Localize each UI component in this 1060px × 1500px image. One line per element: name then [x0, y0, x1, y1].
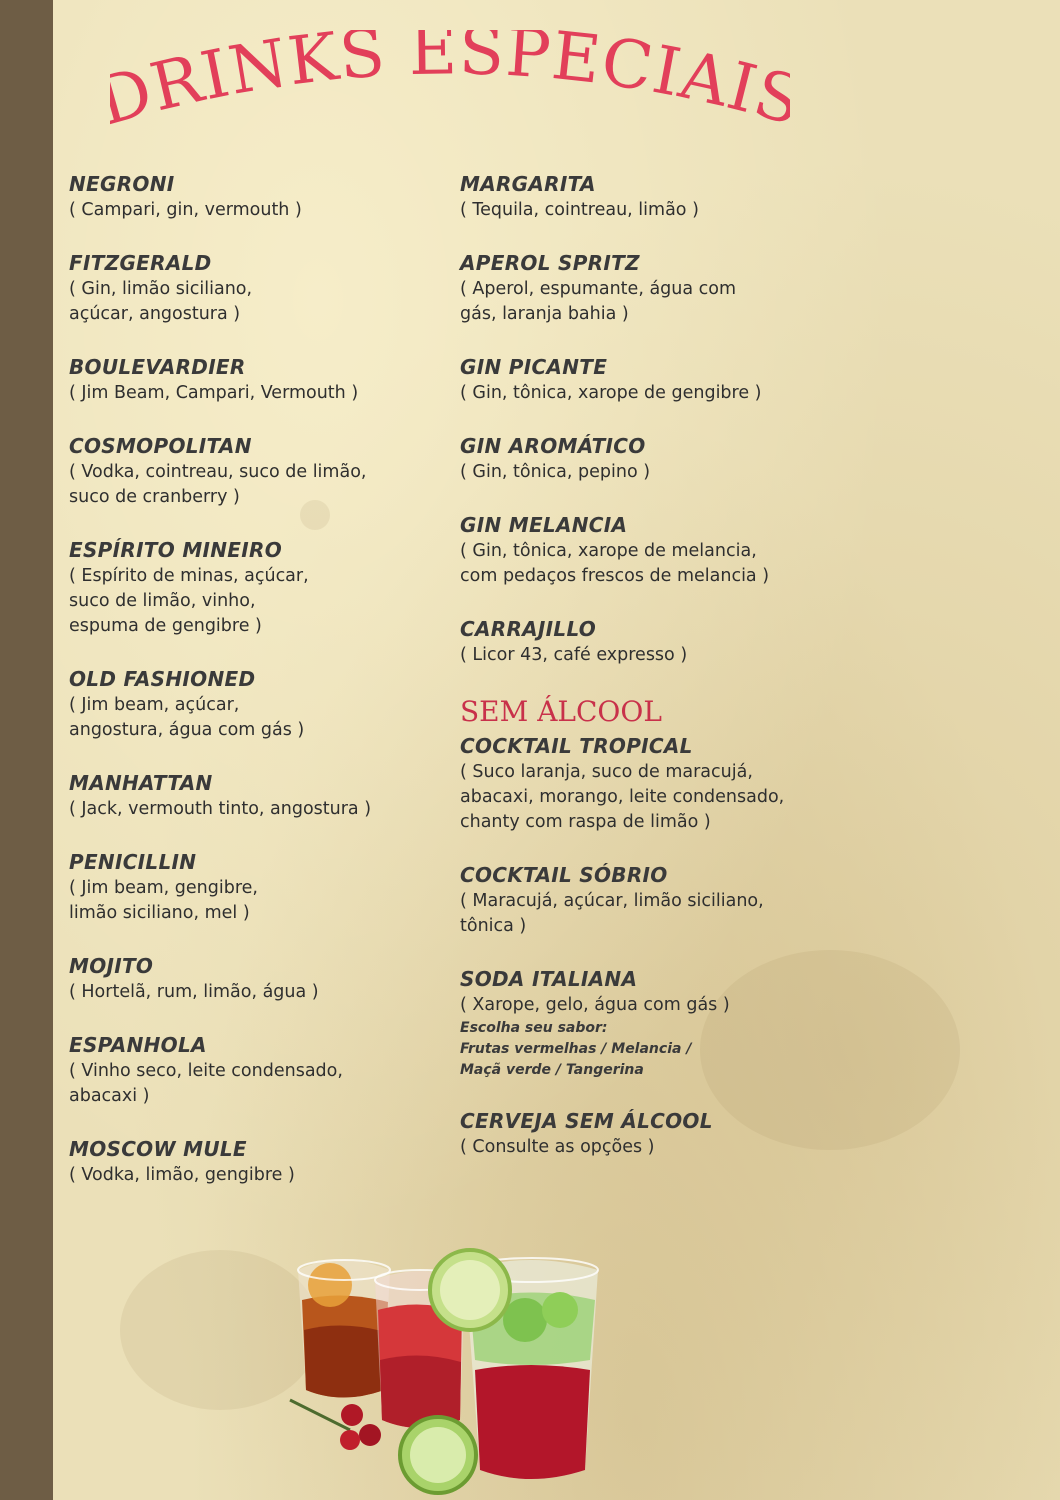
left-drink-item: [69, 170, 449, 223]
cocktail-glasses-illustration: [280, 1240, 610, 1495]
drink-ingredients: ( Suco laranja, suco de maracujá, abacaxi, morango, leite condensado, chanty com raspa de limão ): [460, 762, 785, 832]
drink-name: ESPANHOLA: [69, 1033, 207, 1057]
right-drink-item: [460, 511, 880, 589]
drink-name: MANHATTAN: [69, 771, 213, 795]
drink-ingredients: ( Espírito de minas, açúcar, suco de limão, vinho, espuma de gengibre ): [69, 566, 309, 636]
drink-ingredients: ( Aperol, espumante, água com gás, laranja bahia ): [460, 279, 737, 324]
drink-name: COSMOPOLITAN: [69, 434, 252, 458]
drink-name: SODA ITALIANA: [460, 967, 638, 991]
drink-ingredients: ( Gin, tônica, pepino ): [460, 462, 651, 482]
drink-ingredients: ( Gin, limão siciliano, açúcar, angostura ): [69, 279, 253, 324]
drink-ingredients: ( Maracujá, açúcar, limão siciliano, tônica ): [460, 891, 764, 936]
drink-name: GIN PICANTE: [460, 355, 608, 379]
drink-ingredients: ( Campari, gin, vermouth ): [69, 200, 302, 220]
drink-ingredients: ( Jim beam, gengibre, limão siciliano, mel ): [69, 878, 258, 923]
drink-ingredients: ( Vodka, limão, gengibre ): [69, 1165, 295, 1185]
drink-name: CARRAJILLO: [460, 617, 597, 641]
drink-ingredients: ( Jack, vermouth tinto, angostura ): [69, 799, 372, 819]
right-drink-item: [460, 615, 880, 668]
left-drink-item: [69, 1135, 449, 1188]
svg-text:DRINKS ESPECIAIS: [110, 30, 790, 130]
right-drink-column: [460, 170, 880, 1186]
drink-ingredients: ( Vinho seco, leite condensado, abacaxi ): [69, 1061, 343, 1106]
drink-name: GIN AROMÁTICO: [460, 434, 646, 458]
drink-name: APEROL SPRITZ: [460, 251, 640, 275]
drink-name: OLD FASHIONED: [69, 667, 256, 691]
drink-name: FITZGERALD: [69, 251, 212, 275]
right-drink-item: [460, 353, 880, 406]
lime-slice-icon: [430, 1250, 510, 1330]
drink-ingredients: ( Gin, tônica, xarope de gengibre ): [460, 383, 762, 403]
drink-ingredients: ( Vodka, cointreau, suco de limão, suco de cranberry ): [69, 462, 367, 507]
menu-title-text: RINKS ESPECIAI: [143, 30, 766, 129]
drink-ingredients: ( Consulte as opções ): [460, 1137, 655, 1157]
drink-name: ESPÍRITO MINEIRO: [69, 538, 283, 562]
cherries-icon: [290, 1400, 381, 1450]
drink-ingredients: ( Licor 43, café expresso ): [460, 645, 688, 665]
right-drink-item: [460, 432, 880, 485]
drink-ingredients: ( Xarope, gelo, água com gás ): [460, 995, 730, 1015]
lime-wheel-icon: [400, 1417, 476, 1493]
left-drink-item: [69, 665, 449, 743]
drink-ingredients: ( Gin, tônica, xarope de melancia, com pedaços frescos de melancia ): [460, 541, 770, 586]
non-alcoholic-drink-item: [460, 1107, 880, 1160]
drink-name: BOULEVARDIER: [69, 355, 246, 379]
drink-name: MOSCOW MULE: [69, 1137, 247, 1161]
drink-name: COCKTAIL TROPICAL: [460, 734, 693, 758]
drink-name: MARGARITA: [460, 172, 596, 196]
flavor-options-note: Escolha seu sabor: Frutas vermelhas / Melancia / Maçã verde / Tangerina: [460, 1020, 692, 1078]
drink-ingredients: ( Hortelã, rum, limão, água ): [69, 982, 319, 1002]
left-drink-item: [69, 249, 449, 327]
left-drink-item: [69, 536, 449, 639]
left-drink-item: [69, 353, 449, 406]
drink-name: GIN MELANCIA: [460, 513, 628, 537]
non-alcoholic-drink-item: [460, 965, 880, 1081]
menu-title: [110, 30, 790, 130]
drink-name: NEGRONI: [69, 172, 175, 196]
drink-ingredients: ( Jim Beam, Campari, Vermouth ): [69, 383, 359, 403]
left-drink-column: [69, 170, 449, 1214]
drink-name: MOJITO: [69, 954, 154, 978]
drink-name: PENICILLIN: [69, 850, 197, 874]
drink-name: COCKTAIL SÓBRIO: [460, 863, 668, 887]
non-alcoholic-drink-item: [460, 732, 880, 835]
right-drink-item: [460, 249, 880, 327]
drink-ingredients: ( Tequila, cointreau, limão ): [460, 200, 699, 220]
left-drink-item: [69, 848, 449, 926]
left-drink-item: [69, 769, 449, 822]
left-drink-item: [69, 1031, 449, 1109]
left-spine-bar: [0, 0, 53, 1500]
left-drink-item: [69, 952, 449, 1005]
drink-name: CERVEJA SEM ÁLCOOL: [460, 1109, 713, 1133]
right-drink-item: [460, 170, 880, 223]
drink-ingredients: ( Jim beam, açúcar, angostura, água com gás ): [69, 695, 305, 740]
non-alcoholic-drink-item: [460, 861, 880, 939]
left-drink-item: [69, 432, 449, 510]
sem-alcool-heading: SEM ÁLCOOL: [460, 695, 662, 728]
